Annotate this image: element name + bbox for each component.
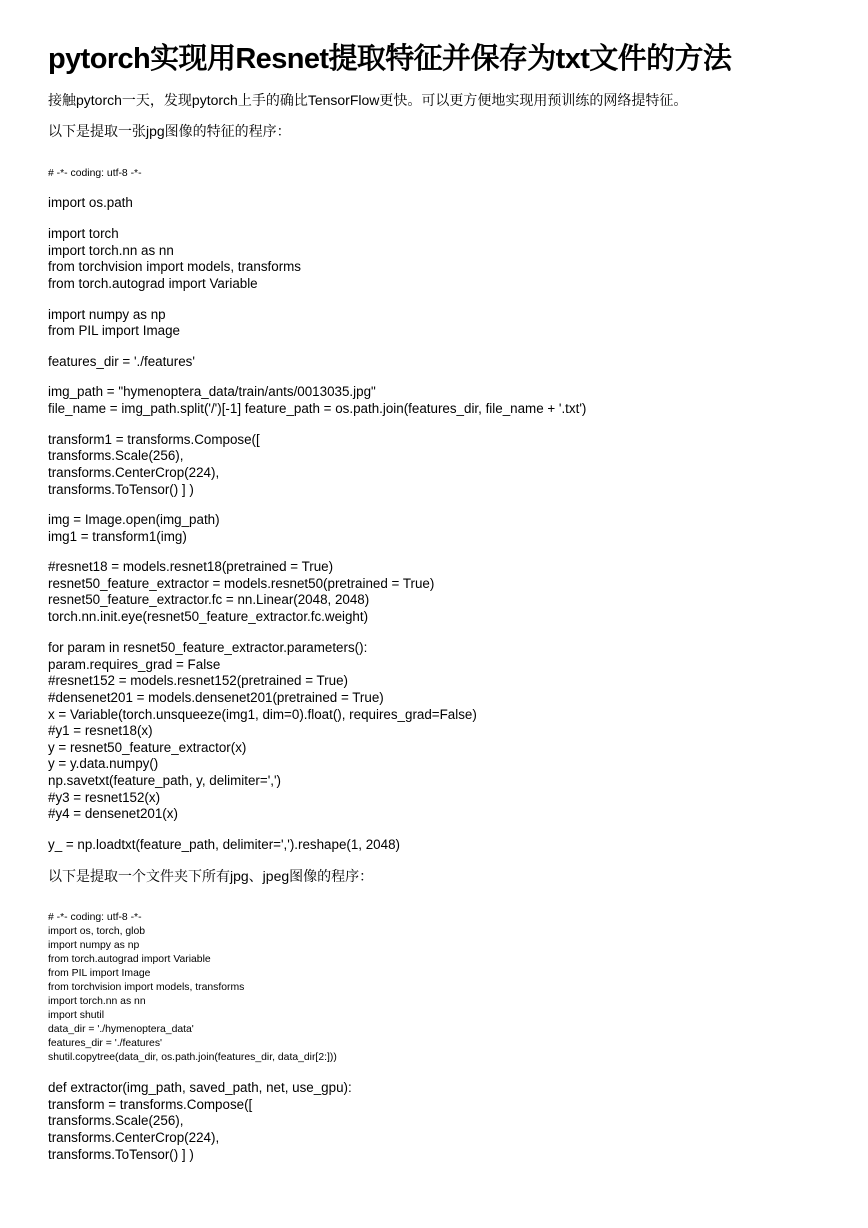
code-line: import os, torch, glob: [48, 926, 146, 937]
code-line: features_dir = './features': [48, 1038, 162, 1049]
code-line: for param in resnet50_feature_extractor.parameters():: [48, 640, 368, 655]
code-line: from torchvision import models, transforms: [48, 982, 245, 993]
code-line: y_ = np.loadtxt(feature_path, delimiter=',').reshape(1, 2048): [48, 837, 400, 852]
code-line: img1 = transform1(img): [48, 529, 187, 544]
code-line: import torch.nn as nn: [48, 996, 146, 1007]
code-line: transforms.ToTensor() ] ): [48, 482, 194, 497]
code-line: transform = transforms.Compose([: [48, 1097, 253, 1112]
code-line: def extractor(img_path, saved_path, net, use_gpu):: [48, 1080, 352, 1095]
code-line: #y4 = densenet201(x): [48, 806, 178, 821]
section2-heading: 以下是提取一个文件夹下所有jpg、jpeg图像的程序：: [48, 868, 374, 884]
code-line: transforms.ToTensor() ] ): [48, 1147, 194, 1162]
code-line: from PIL import Image: [48, 323, 180, 338]
code-line: resnet50_feature_extractor = models.resnet50(pretrained = True): [48, 576, 435, 591]
code-line: #y1 = resnet18(x): [48, 723, 153, 738]
code-line: import numpy as np: [48, 940, 140, 951]
section1-heading: 以下是提取一张jpg图像的特征的程序：: [48, 123, 291, 139]
code-line: from torch.autograd import Variable: [48, 276, 258, 291]
code-line: import os.path: [48, 195, 133, 210]
code-line: import torch: [48, 226, 119, 241]
code-line: img_path = "hymenoptera_data/train/ants/0013035.jpg": [48, 384, 376, 399]
code-line: # -*- coding: utf-8 -*-: [48, 168, 142, 179]
code-line: from PIL import Image: [48, 968, 151, 979]
intro-paragraph: 接触pytorch一天，发现pytorch上手的确比TensorFlow更快。可以更方便地实现用预训练的网络提特征。: [48, 92, 688, 108]
code-line: resnet50_feature_extractor.fc = nn.Linear(2048, 2048): [48, 592, 370, 607]
code-line: data_dir = './hymenoptera_data': [48, 1024, 194, 1035]
code-line: shutil.copytree(data_dir, os.path.join(features_dir, data_dir[2:])): [48, 1052, 337, 1063]
code-line: transform1 = transforms.Compose([: [48, 432, 260, 447]
code-line: #y3 = resnet152(x): [48, 790, 161, 805]
code-line: from torch.autograd import Variable: [48, 954, 211, 965]
code-line: np.savetxt(feature_path, y, delimiter=','): [48, 773, 281, 788]
code-line: y = y.data.numpy(): [48, 756, 159, 771]
code-line: import torch.nn as nn: [48, 243, 174, 258]
code-line: from torchvision import models, transforms: [48, 259, 302, 274]
code-line: #resnet152 = models.resnet152(pretrained = True): [48, 673, 348, 688]
code-line: x = Variable(torch.unsqueeze(img1, dim=0).float(), requires_grad=False): [48, 707, 477, 722]
code-line: file_name = img_path.split('/')[-1] feature_path = os.path.join(features_dir, file_name + '.txt'): [48, 401, 587, 416]
code-line: transforms.CenterCrop(224),: [48, 1130, 220, 1145]
code-line: import numpy as np: [48, 307, 166, 322]
code-line: transforms.Scale(256),: [48, 1113, 184, 1128]
code-line: transforms.Scale(256),: [48, 448, 184, 463]
code-line: y = resnet50_feature_extractor(x): [48, 740, 247, 755]
code-line: torch.nn.init.eye(resnet50_feature_extractor.fc.weight): [48, 609, 369, 624]
code-line: features_dir = './features': [48, 354, 195, 369]
code-line: img = Image.open(img_path): [48, 512, 220, 527]
code-line: import shutil: [48, 1010, 105, 1021]
code-line: param.requires_grad = False: [48, 657, 221, 672]
code-line: # -*- coding: utf-8 -*-: [48, 912, 142, 923]
code-line: #resnet18 = models.resnet18(pretrained = True): [48, 559, 334, 574]
code-line: transforms.CenterCrop(224),: [48, 465, 220, 480]
code-line: #densenet201 = models.densenet201(pretrained = True): [48, 690, 384, 705]
page-title: pytorch实现用Resnet提取特征并保存为txt文件的方法: [48, 43, 732, 75]
